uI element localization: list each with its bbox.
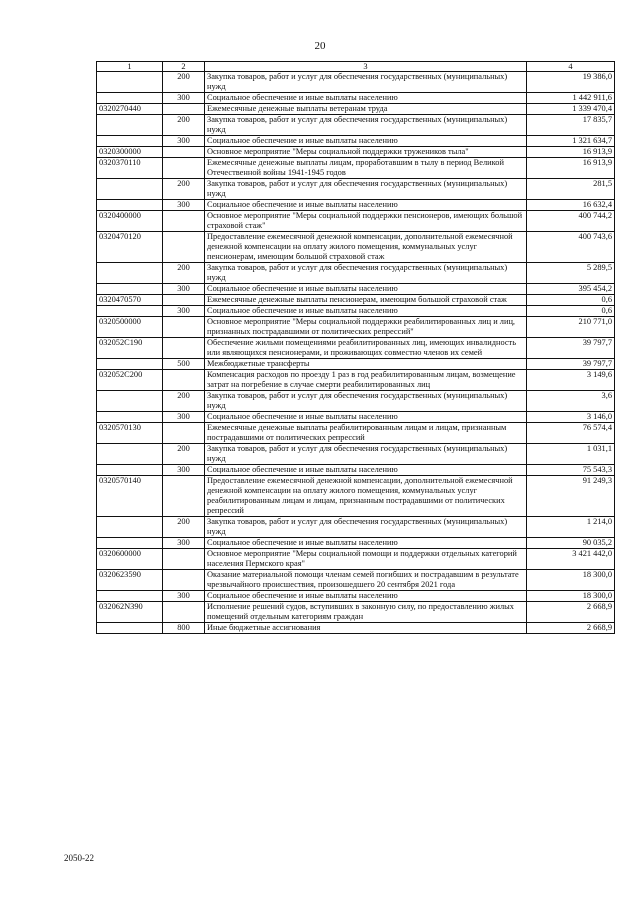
row-code: 032052С200 xyxy=(97,370,163,391)
row-amount: 1 321 634,7 xyxy=(527,136,615,147)
row-amount: 17 835,7 xyxy=(527,115,615,136)
row-type: 300 xyxy=(163,93,205,104)
row-description: Социальное обеспечение и иные выплаты населению xyxy=(205,412,527,423)
row-code xyxy=(97,179,163,200)
row-description: Исполнение решений судов, вступивших в законную силу, по предоставлению жилых помещений отдельным категориям граждан xyxy=(205,602,527,623)
row-description: Ежемесячные денежные выплаты реабилитированным лицам и лицам, признанным пострадавшими от политических репрессий xyxy=(205,423,527,444)
table-row xyxy=(97,158,615,179)
row-type xyxy=(163,104,205,115)
row-code: 0320400000 xyxy=(97,211,163,232)
row-amount: 19 386,0 xyxy=(527,72,615,93)
row-type xyxy=(163,549,205,570)
table-row xyxy=(97,423,615,444)
row-type: 300 xyxy=(163,200,205,211)
row-amount: 75 543,3 xyxy=(527,465,615,476)
row-code xyxy=(97,136,163,147)
table-row xyxy=(97,370,615,391)
row-amount: 400 743,6 xyxy=(527,232,615,263)
row-description: Ежемесячные денежные выплаты лицам, проработавшим в тылу в период Великой Отечественной войны 1941-1945 годов xyxy=(205,158,527,179)
row-type xyxy=(163,147,205,158)
table-row xyxy=(97,391,615,412)
row-code: 0320470570 xyxy=(97,295,163,306)
table-row xyxy=(97,465,615,476)
row-amount: 0,6 xyxy=(527,306,615,317)
table-header-row xyxy=(97,62,615,72)
row-description: Социальное обеспечение и иные выплаты населению xyxy=(205,538,527,549)
row-description: Основное мероприятие "Меры социальной помощи и поддержки отдельных категорий населения Пермского края" xyxy=(205,549,527,570)
row-code: 0320570140 xyxy=(97,476,163,517)
row-type: 300 xyxy=(163,136,205,147)
row-type xyxy=(163,423,205,444)
row-code xyxy=(97,412,163,423)
row-amount: 1 214,0 xyxy=(527,517,615,538)
table-row xyxy=(97,444,615,465)
row-type: 300 xyxy=(163,465,205,476)
row-description: Ежемесячные денежные выплаты пенсионерам, имеющим большой страховой стаж xyxy=(205,295,527,306)
row-code: 0320623590 xyxy=(97,570,163,591)
table-row xyxy=(97,200,615,211)
row-amount: 1 031,1 xyxy=(527,444,615,465)
row-code xyxy=(97,591,163,602)
row-amount: 90 035,2 xyxy=(527,538,615,549)
table-row xyxy=(97,306,615,317)
header-col-2: 2 xyxy=(163,62,205,72)
table-row xyxy=(97,93,615,104)
row-description: Закупка товаров, работ и услуг для обеспечения государственных (муниципальных) нужд xyxy=(205,179,527,200)
row-code: 0320370110 xyxy=(97,158,163,179)
row-type: 200 xyxy=(163,517,205,538)
row-code: 032052С190 xyxy=(97,338,163,359)
row-amount: 1 339 470,4 xyxy=(527,104,615,115)
row-code xyxy=(97,391,163,412)
table-row xyxy=(97,517,615,538)
row-amount: 281,5 xyxy=(527,179,615,200)
row-code: 0320500000 xyxy=(97,317,163,338)
row-description: Предоставление ежемесячной денежной компенсации, дополнительной ежемесячной денежной компенсации на оплату жилого помещения, коммунальных услуг пенсионерам, имеющим большой страховой стаж xyxy=(205,232,527,263)
row-type: 200 xyxy=(163,444,205,465)
row-code: 0320270440 xyxy=(97,104,163,115)
row-amount: 3 146,0 xyxy=(527,412,615,423)
row-code xyxy=(97,200,163,211)
row-code xyxy=(97,93,163,104)
header-col-4: 4 xyxy=(527,62,615,72)
row-code: 0320600000 xyxy=(97,549,163,570)
row-description: Закупка товаров, работ и услуг для обеспечения государственных (муниципальных) нужд xyxy=(205,444,527,465)
table-row xyxy=(97,263,615,284)
row-type xyxy=(163,232,205,263)
table-row xyxy=(97,295,615,306)
footer-code: 2050-22 xyxy=(64,853,94,863)
row-code xyxy=(97,444,163,465)
row-description: Социальное обеспечение и иные выплаты населению xyxy=(205,465,527,476)
header-col-1: 1 xyxy=(97,62,163,72)
row-type xyxy=(163,338,205,359)
row-description: Основное мероприятие "Меры социальной поддержки пенсионеров, имеющих большой страховой стаж" xyxy=(205,211,527,232)
row-type: 500 xyxy=(163,359,205,370)
row-type xyxy=(163,317,205,338)
row-description: Межбюджетные трансферты xyxy=(205,359,527,370)
row-description: Социальное обеспечение и иные выплаты населению xyxy=(205,200,527,211)
row-type xyxy=(163,158,205,179)
row-description: Социальное обеспечение и иные выплаты населению xyxy=(205,93,527,104)
row-amount: 39 797,7 xyxy=(527,338,615,359)
row-code: 0320300000 xyxy=(97,147,163,158)
table-row xyxy=(97,538,615,549)
row-code: 0320470120 xyxy=(97,232,163,263)
table-row xyxy=(97,412,615,423)
row-amount: 210 771,0 xyxy=(527,317,615,338)
row-description: Ежемесячные денежные выплаты ветеранам труда xyxy=(205,104,527,115)
row-code xyxy=(97,115,163,136)
row-amount: 1 442 911,6 xyxy=(527,93,615,104)
row-type: 200 xyxy=(163,263,205,284)
row-amount: 2 668,9 xyxy=(527,623,615,634)
row-amount: 16 913,9 xyxy=(527,147,615,158)
row-amount: 2 668,9 xyxy=(527,602,615,623)
row-code: 032062N390 xyxy=(97,602,163,623)
row-amount: 91 249,3 xyxy=(527,476,615,517)
table-row xyxy=(97,570,615,591)
row-amount: 395 454,2 xyxy=(527,284,615,295)
row-type: 300 xyxy=(163,538,205,549)
row-amount: 3,6 xyxy=(527,391,615,412)
table-row xyxy=(97,284,615,295)
row-description: Закупка товаров, работ и услуг для обеспечения государственных (муниципальных) нужд xyxy=(205,263,527,284)
row-type xyxy=(163,570,205,591)
row-description: Закупка товаров, работ и услуг для обеспечения государственных (муниципальных) нужд xyxy=(205,72,527,93)
table-body xyxy=(97,72,615,634)
row-code xyxy=(97,263,163,284)
row-amount: 16 913,9 xyxy=(527,158,615,179)
row-code xyxy=(97,623,163,634)
row-amount: 3 421 442,0 xyxy=(527,549,615,570)
budget-table xyxy=(96,61,615,634)
row-amount: 3 149,6 xyxy=(527,370,615,391)
table-row xyxy=(97,359,615,370)
row-description: Закупка товаров, работ и услуг для обеспечения государственных (муниципальных) нужд xyxy=(205,517,527,538)
table-row xyxy=(97,211,615,232)
row-type xyxy=(163,211,205,232)
row-code xyxy=(97,538,163,549)
row-type xyxy=(163,602,205,623)
row-amount: 18 300,0 xyxy=(527,570,615,591)
row-description: Обеспечение жильми помещениями реабилитированных лиц, имеющих инвалидность или являющихся пенсионерами, и проживающих совместно членов их семей xyxy=(205,338,527,359)
table-row xyxy=(97,179,615,200)
row-description: Социальное обеспечение и иные выплаты населению xyxy=(205,591,527,602)
row-amount: 39 797,7 xyxy=(527,359,615,370)
row-type: 300 xyxy=(163,591,205,602)
table-row xyxy=(97,232,615,263)
row-type: 200 xyxy=(163,72,205,93)
row-code xyxy=(97,359,163,370)
row-type: 800 xyxy=(163,623,205,634)
row-code xyxy=(97,306,163,317)
row-type xyxy=(163,370,205,391)
row-type: 200 xyxy=(163,115,205,136)
row-type: 200 xyxy=(163,391,205,412)
table-row xyxy=(97,338,615,359)
row-description: Социальное обеспечение и иные выплаты населению xyxy=(205,284,527,295)
row-type: 300 xyxy=(163,306,205,317)
table-row xyxy=(97,115,615,136)
table-row xyxy=(97,591,615,602)
row-amount: 400 744,2 xyxy=(527,211,615,232)
table-row xyxy=(97,317,615,338)
table-row xyxy=(97,549,615,570)
row-description: Иные бюджетные ассигнования xyxy=(205,623,527,634)
table-row xyxy=(97,136,615,147)
row-amount: 76 574,4 xyxy=(527,423,615,444)
row-code xyxy=(97,72,163,93)
row-description: Социальное обеспечение и иные выплаты населению xyxy=(205,306,527,317)
row-amount: 0,6 xyxy=(527,295,615,306)
page-number: 20 xyxy=(314,40,326,52)
row-code xyxy=(97,517,163,538)
header-col-3: 3 xyxy=(205,62,527,72)
row-code xyxy=(97,284,163,295)
row-type: 300 xyxy=(163,284,205,295)
row-description: Закупка товаров, работ и услуг для обеспечения государственных (муниципальных) нужд xyxy=(205,115,527,136)
row-type: 200 xyxy=(163,179,205,200)
row-description: Основное мероприятие "Меры социальной поддержки реабилитированных лиц и лиц, признанных пострадавшими от политических репрессий" xyxy=(205,317,527,338)
row-amount: 5 289,5 xyxy=(527,263,615,284)
table-row xyxy=(97,476,615,517)
table-row xyxy=(97,623,615,634)
row-code xyxy=(97,465,163,476)
row-description: Оказание материальной помощи членам семей погибших и пострадавшим в результате чрезвычайного происшествия, произошедшего 20 сентября 2021 года xyxy=(205,570,527,591)
table-row xyxy=(97,602,615,623)
row-type xyxy=(163,295,205,306)
row-description: Основное мероприятие "Меры социальной поддержки тружеников тыла" xyxy=(205,147,527,158)
row-type: 300 xyxy=(163,412,205,423)
row-description: Компенсация расходов по проезду 1 раз в год реабилитированным лицам, возмещение затрат на погребение в случае смерти реабилитированных лиц xyxy=(205,370,527,391)
row-description: Предоставление ежемесячной денежной компенсации, дополнительной ежемесячной денежной компенсации на оплату жилого помещения, коммунальных услуг реабилитированным лицам и лицам, признанным пострадавшими от политических репрессий xyxy=(205,476,527,517)
row-description: Социальное обеспечение и иные выплаты населению xyxy=(205,136,527,147)
row-description: Закупка товаров, работ и услуг для обеспечения государственных (муниципальных) нужд xyxy=(205,391,527,412)
row-code: 0320570130 xyxy=(97,423,163,444)
row-type xyxy=(163,476,205,517)
row-amount: 16 632,4 xyxy=(527,200,615,211)
table-row xyxy=(97,104,615,115)
table-row xyxy=(97,147,615,158)
row-amount: 18 300,0 xyxy=(527,591,615,602)
table-row xyxy=(97,72,615,93)
